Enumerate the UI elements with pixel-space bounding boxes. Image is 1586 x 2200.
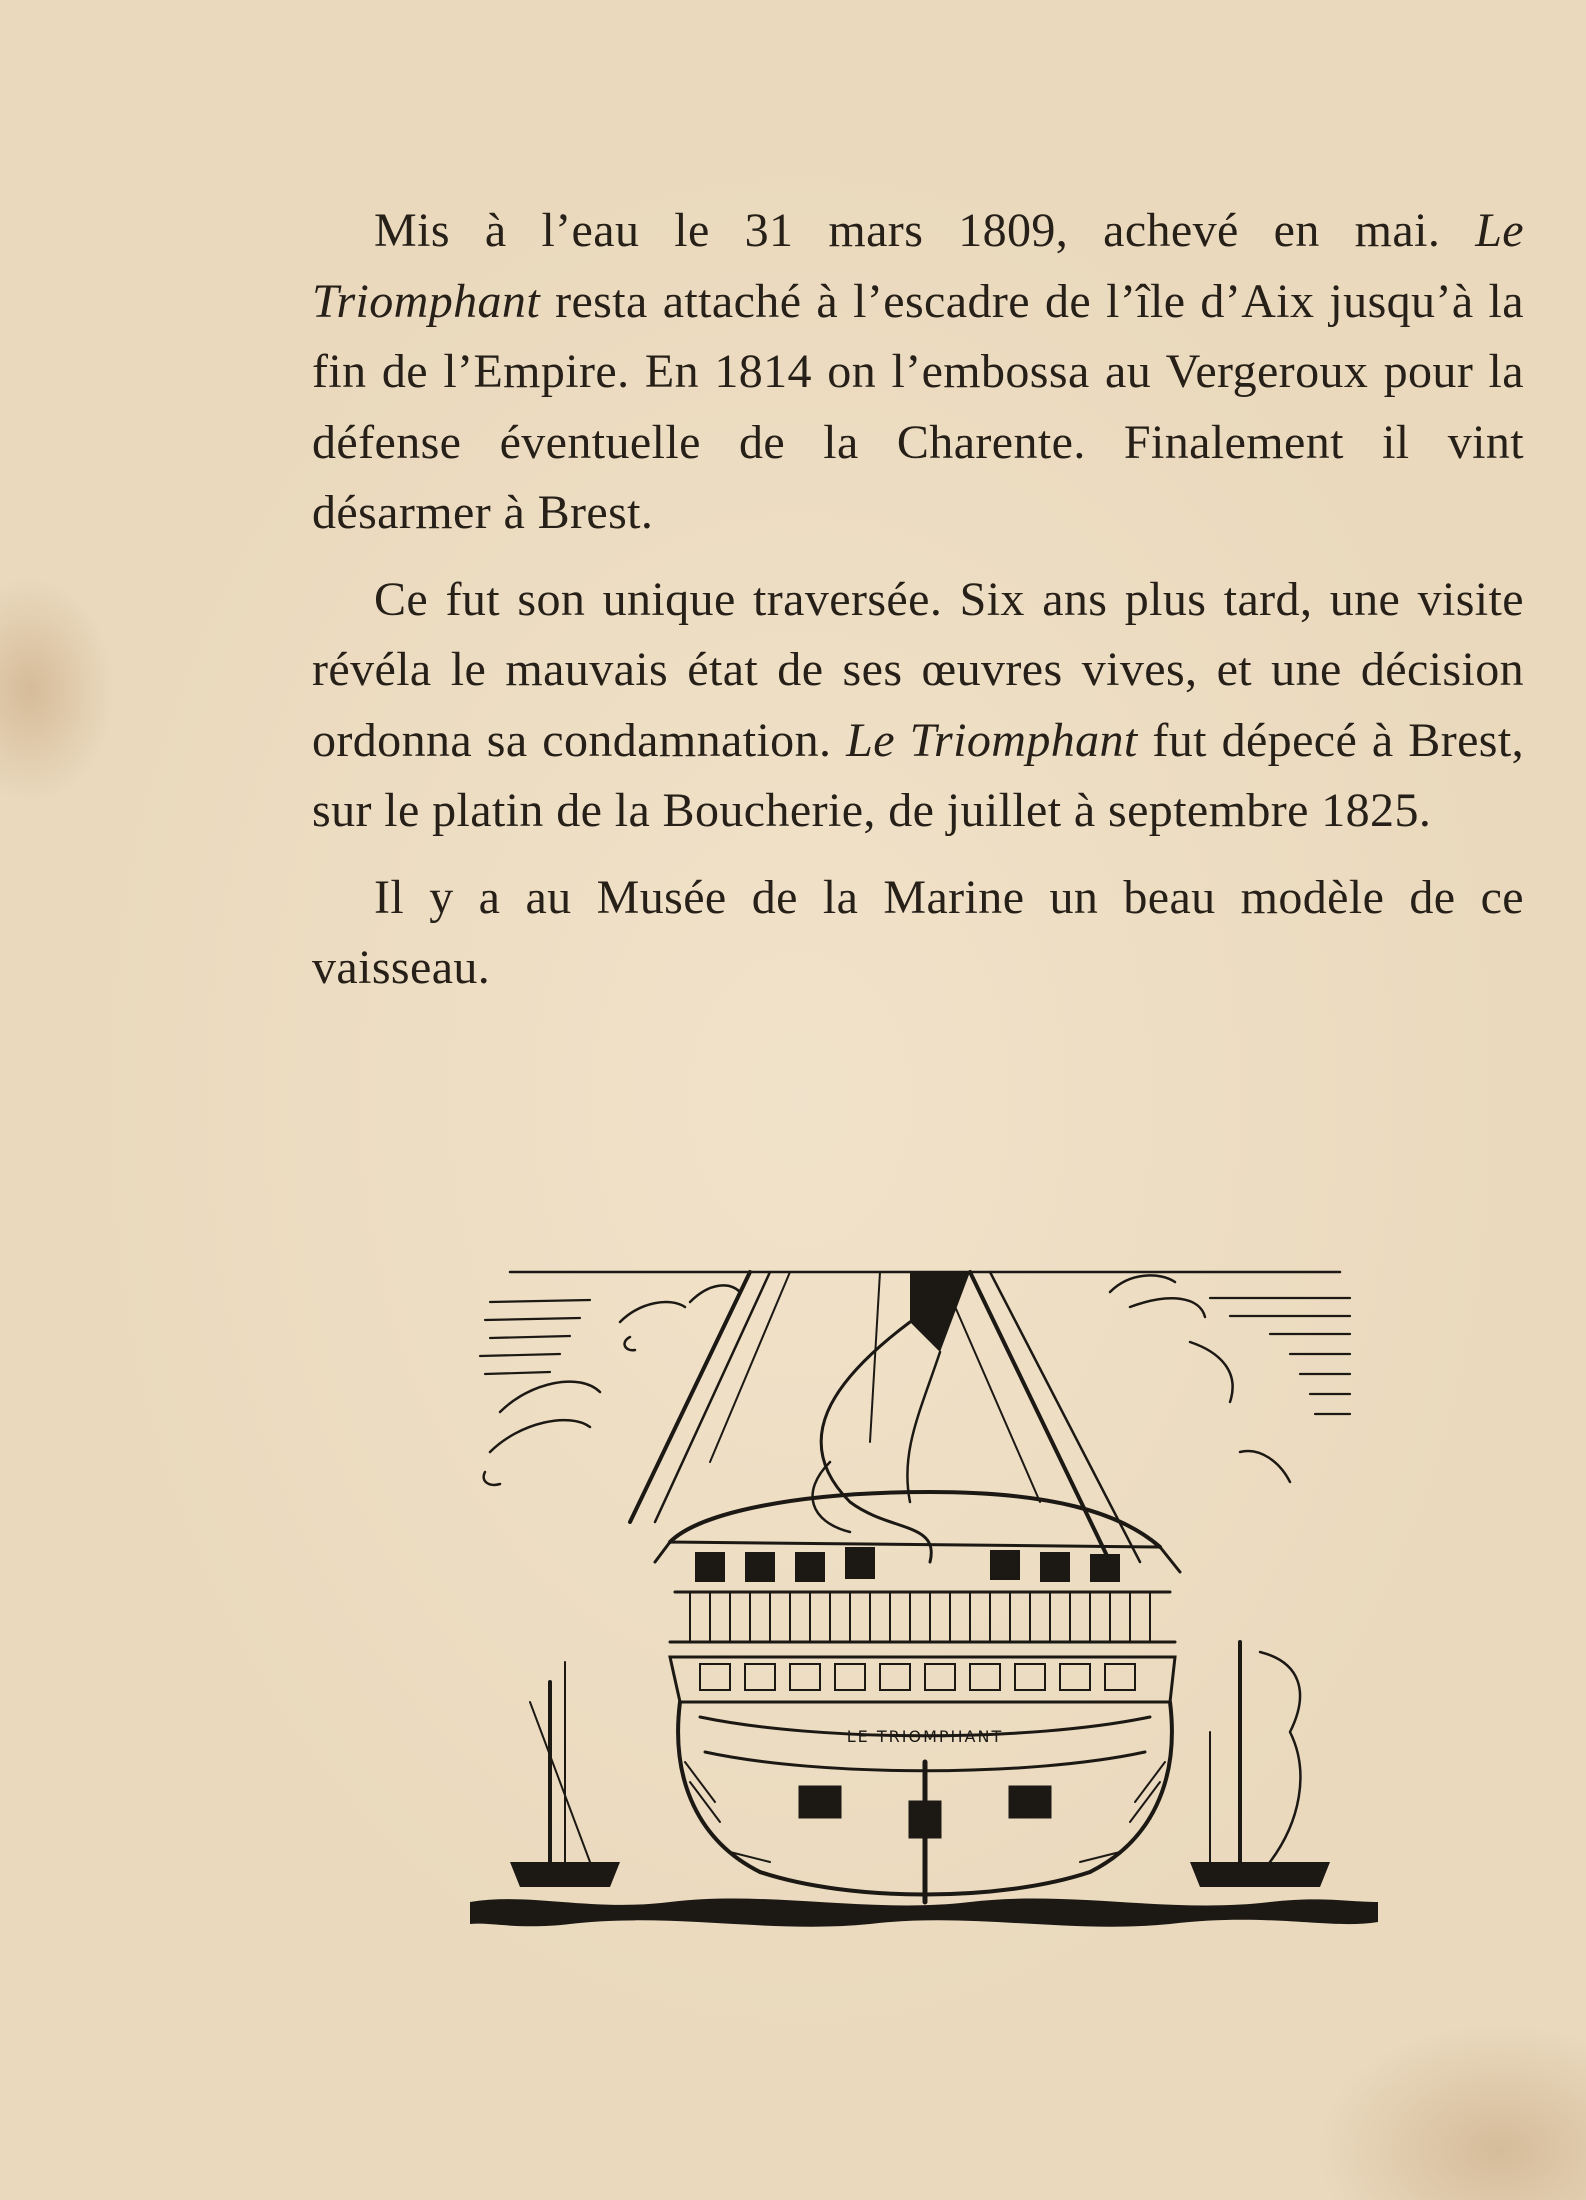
- paragraph-1: [312, 196, 1524, 549]
- sky-hatching-left: [480, 1300, 590, 1374]
- paragraph-2-segment-1: Ce fut son unique traversée. Six ans plus tard, une visite révéla le mauvais état de ses œuvres vives, et une décision ordonna sa condamnation.: [312, 572, 1524, 767]
- paragraph-1-segment-3: resta attaché à l’escadre de l’île d’Aix jusqu’à la fin de l’Empire. En 1814 on l’embossa au Vergeroux pour la défense éventuelle de la Charente. Finalement il vint désarmer à Brest.: [312, 274, 1524, 539]
- stern-windows: [695, 1547, 1120, 1582]
- ship-name-italic: Le Triomphant: [846, 713, 1138, 767]
- ship-name-italic: Le Triomphant: [312, 204, 1524, 328]
- paragraph-3-segment-1: Il y a au Musée de la Marine un beau modèle de ce vaisseau.: [312, 870, 1524, 994]
- ship-stern-illustration: [470, 1262, 1378, 1942]
- paragraph-2-segment-3: fut dépecé à Brest, sur le platin de la Boucherie, de juillet à septembre 1825.: [312, 713, 1524, 837]
- paragraph-3: [312, 863, 1524, 1004]
- ship-engraving: [470, 1262, 1378, 1942]
- body-text: [312, 196, 1524, 1020]
- gallery-balusters: [690, 1592, 1150, 1642]
- stern-name-label: LE TRIOMPHANT: [846, 1727, 1004, 1746]
- paragraph-1-segment-1: Mis à l’eau le 31 mars 1809, achevé en mai.: [374, 204, 1476, 257]
- paragraph-2: [312, 565, 1524, 847]
